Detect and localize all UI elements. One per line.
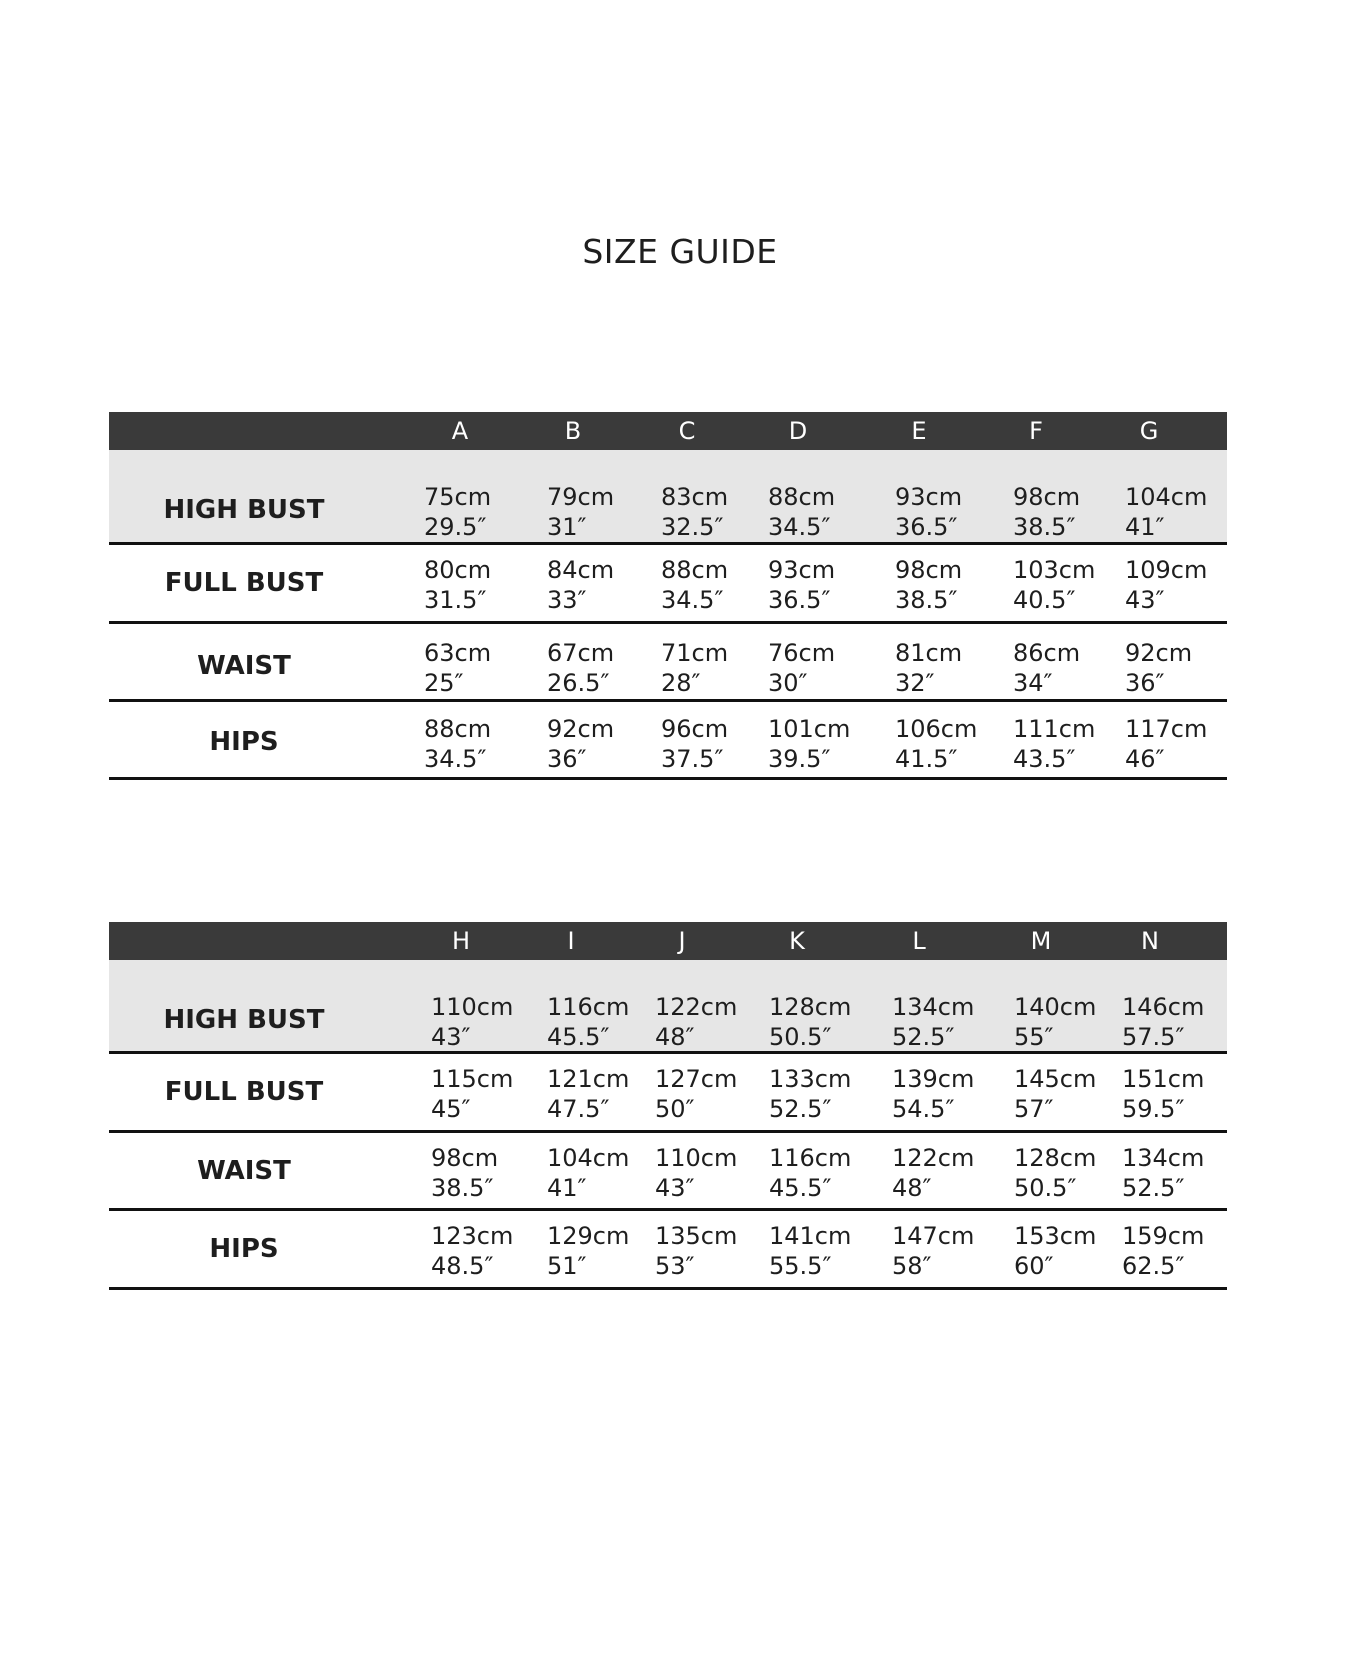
inch-value: 36.5″ (768, 586, 831, 614)
inch-value: 48″ (892, 1174, 932, 1202)
cm-value: 122cm (655, 993, 738, 1021)
cm-value: 101cm (768, 715, 851, 743)
cm-value: 128cm (769, 993, 852, 1021)
measurement-cell (547, 555, 614, 615)
measurement-cell (768, 638, 835, 698)
cm-value: 76cm (768, 639, 836, 667)
measurement-cell (424, 638, 491, 698)
measurement-cell (1125, 638, 1192, 698)
inch-value: 51″ (547, 1252, 587, 1280)
size-table-1 (109, 412, 1227, 780)
size-letter: D (788, 417, 808, 445)
cm-value: 86cm (1013, 639, 1081, 667)
inch-value: 48″ (655, 1023, 695, 1051)
inch-value: 33″ (547, 586, 587, 614)
measurement-cell (1013, 638, 1080, 698)
measurement-cell (768, 482, 835, 542)
measurement-cell (424, 555, 491, 615)
measurement-row-hips (109, 702, 1227, 780)
inch-value: 25″ (424, 669, 464, 697)
measurement-cell (1122, 992, 1204, 1052)
measurement-row-hips (109, 1211, 1227, 1290)
cm-value: 123cm (431, 1222, 514, 1250)
inch-value: 38.5″ (895, 586, 958, 614)
size-letter: K (789, 927, 805, 955)
measurement-cell (769, 992, 851, 1052)
inch-value: 43.5″ (1013, 745, 1076, 773)
measurement-cell (769, 1143, 851, 1203)
inch-value: 58″ (892, 1252, 932, 1280)
cm-value: 96cm (661, 715, 729, 743)
inch-value: 31.5″ (424, 586, 487, 614)
measurement-cell (661, 482, 728, 542)
cm-value: 98cm (1013, 483, 1081, 511)
cm-value: 84cm (547, 556, 615, 584)
inch-value: 41″ (547, 1174, 587, 1202)
cm-value: 71cm (661, 639, 729, 667)
cm-value: 121cm (547, 1065, 630, 1093)
cm-value: 134cm (892, 993, 975, 1021)
measurement-row-waist (109, 624, 1227, 702)
size-letter: A (451, 417, 469, 445)
cm-value: 75cm (424, 483, 492, 511)
measurement-cell (431, 1064, 513, 1124)
measurement-cell (892, 1064, 974, 1124)
cm-value: 106cm (895, 715, 978, 743)
measurement-cell (1014, 1064, 1096, 1124)
size-letter: B (564, 417, 582, 445)
measurement-cell (431, 992, 513, 1052)
measurement-cell (892, 1221, 974, 1281)
cm-value: 134cm (1122, 1144, 1205, 1172)
cm-value: 63cm (424, 639, 492, 667)
measurement-cell (547, 638, 614, 698)
measurement-cell (661, 638, 728, 698)
inch-value: 60″ (1014, 1252, 1054, 1280)
inch-value: 43″ (655, 1174, 695, 1202)
inch-value: 59.5″ (1122, 1095, 1185, 1123)
cm-value: 98cm (895, 556, 963, 584)
row-label: WAIST (197, 1156, 291, 1186)
cm-value: 147cm (892, 1222, 975, 1250)
inch-value: 54.5″ (892, 1095, 955, 1123)
inch-value: 53″ (655, 1252, 695, 1280)
measurement-cell (661, 555, 728, 615)
inch-value: 50″ (655, 1095, 695, 1123)
inch-value: 34.5″ (661, 586, 724, 614)
cm-value: 116cm (547, 993, 630, 1021)
row-label: WAIST (197, 651, 291, 681)
measurement-cell (547, 714, 614, 774)
measurement-cell (892, 1143, 974, 1203)
inch-value: 45″ (431, 1095, 471, 1123)
row-label: HIGH BUST (163, 1005, 325, 1035)
measurement-cell (1014, 1143, 1096, 1203)
measurement-cell (424, 714, 491, 774)
cm-value: 111cm (1013, 715, 1096, 743)
row-label: HIPS (209, 1234, 279, 1264)
inch-value: 26.5″ (547, 669, 610, 697)
cm-value: 88cm (661, 556, 729, 584)
row-label: FULL BUST (164, 1077, 324, 1107)
cm-value: 88cm (424, 715, 492, 743)
cm-value: 103cm (1013, 556, 1096, 584)
cm-value: 67cm (547, 639, 615, 667)
measurement-cell (1122, 1143, 1204, 1203)
cm-value: 146cm (1122, 993, 1205, 1021)
measurement-cell (431, 1221, 513, 1281)
inch-value: 48.5″ (431, 1252, 494, 1280)
measurement-cell (892, 992, 974, 1052)
cm-value: 129cm (547, 1222, 630, 1250)
inch-value: 28″ (661, 669, 701, 697)
cm-value: 110cm (655, 1144, 738, 1172)
inch-value: 52.5″ (1122, 1174, 1185, 1202)
cm-value: 79cm (547, 483, 615, 511)
size-letter: C (678, 417, 696, 445)
inch-value: 50.5″ (1014, 1174, 1077, 1202)
inch-value: 32″ (895, 669, 935, 697)
inch-value: 36.5″ (895, 513, 958, 541)
cm-value: 128cm (1014, 1144, 1097, 1172)
inch-value: 45.5″ (769, 1174, 832, 1202)
measurement-cell (1125, 714, 1207, 774)
size-letter: I (567, 927, 575, 955)
cm-value: 159cm (1122, 1222, 1205, 1250)
measurement-cell (547, 1064, 629, 1124)
inch-value: 55″ (1014, 1023, 1054, 1051)
measurement-row-high-bust (109, 960, 1227, 1054)
cm-value: 117cm (1125, 715, 1208, 743)
measurement-cell (768, 555, 835, 615)
row-label: HIGH BUST (163, 495, 325, 525)
measurement-row-full-bust (109, 545, 1227, 624)
cm-value: 98cm (431, 1144, 499, 1172)
inch-value: 31″ (547, 513, 587, 541)
cm-value: 140cm (1014, 993, 1097, 1021)
cm-value: 133cm (769, 1065, 852, 1093)
measurement-cell (895, 638, 962, 698)
measurement-cell (1122, 1221, 1204, 1281)
cm-value: 139cm (892, 1065, 975, 1093)
inch-value: 34.5″ (424, 745, 487, 773)
cm-value: 141cm (769, 1222, 852, 1250)
inch-value: 57.5″ (1122, 1023, 1185, 1051)
measurement-row-full-bust (109, 1054, 1227, 1133)
size-letter: H (451, 927, 471, 955)
measurement-cell (547, 1143, 629, 1203)
measurement-cell (1122, 1064, 1204, 1124)
inch-value: 34″ (1013, 669, 1053, 697)
inch-value: 43″ (431, 1023, 471, 1051)
measurement-cell (768, 714, 850, 774)
measurement-cell (655, 992, 737, 1052)
size-letter: J (678, 927, 686, 955)
inch-value: 55.5″ (769, 1252, 832, 1280)
size-header-row (109, 412, 1227, 450)
inch-value: 41.5″ (895, 745, 958, 773)
inch-value: 52.5″ (892, 1023, 955, 1051)
measurement-cell (431, 1143, 498, 1203)
cm-value: 93cm (895, 483, 963, 511)
cm-value: 81cm (895, 639, 963, 667)
row-label: FULL BUST (164, 568, 324, 598)
cm-value: 135cm (655, 1222, 738, 1250)
cm-value: 104cm (547, 1144, 630, 1172)
inch-value: 57″ (1014, 1095, 1054, 1123)
size-letter: G (1139, 417, 1159, 445)
size-letter: M (1030, 927, 1052, 955)
inch-value: 40.5″ (1013, 586, 1076, 614)
measurement-cell (1013, 555, 1095, 615)
cm-value: 116cm (769, 1144, 852, 1172)
inch-value: 37.5″ (661, 745, 724, 773)
cm-value: 151cm (1122, 1065, 1205, 1093)
measurement-row-waist (109, 1133, 1227, 1211)
cm-value: 109cm (1125, 556, 1208, 584)
measurement-row-high-bust (109, 450, 1227, 545)
measurement-cell (655, 1221, 737, 1281)
page-title: SIZE GUIDE (582, 232, 778, 271)
inch-value: 41″ (1125, 513, 1165, 541)
measurement-cell (547, 992, 629, 1052)
cm-value: 92cm (547, 715, 615, 743)
measurement-cell (547, 1221, 629, 1281)
inch-value: 34.5″ (768, 513, 831, 541)
measurement-cell (424, 482, 491, 542)
measurement-cell (1125, 555, 1207, 615)
inch-value: 36″ (1125, 669, 1165, 697)
cm-value: 127cm (655, 1065, 738, 1093)
inch-value: 38.5″ (1013, 513, 1076, 541)
size-letter: E (911, 417, 927, 445)
measurement-cell (895, 714, 977, 774)
inch-value: 43″ (1125, 586, 1165, 614)
measurement-cell (769, 1221, 851, 1281)
inch-value: 39.5″ (768, 745, 831, 773)
cm-value: 92cm (1125, 639, 1193, 667)
measurement-cell (895, 482, 962, 542)
measurement-cell (547, 482, 614, 542)
inch-value: 38.5″ (431, 1174, 494, 1202)
inch-value: 52.5″ (769, 1095, 832, 1123)
inch-value: 30″ (768, 669, 808, 697)
cm-value: 80cm (424, 556, 492, 584)
cm-value: 122cm (892, 1144, 975, 1172)
inch-value: 29.5″ (424, 513, 487, 541)
measurement-cell (1013, 482, 1080, 542)
measurement-cell (895, 555, 962, 615)
cm-value: 88cm (768, 483, 836, 511)
inch-value: 32.5″ (661, 513, 724, 541)
size-letter: L (912, 927, 926, 955)
measurement-cell (661, 714, 728, 774)
cm-value: 104cm (1125, 483, 1208, 511)
inch-value: 47.5″ (547, 1095, 610, 1123)
inch-value: 45.5″ (547, 1023, 610, 1051)
cm-value: 153cm (1014, 1222, 1097, 1250)
measurement-cell (655, 1143, 737, 1203)
cm-value: 93cm (768, 556, 836, 584)
measurement-cell (1013, 714, 1095, 774)
cm-value: 145cm (1014, 1065, 1097, 1093)
inch-value: 62.5″ (1122, 1252, 1185, 1280)
inch-value: 36″ (547, 745, 587, 773)
row-label: HIPS (209, 727, 279, 757)
measurement-cell (769, 1064, 851, 1124)
measurement-cell (1014, 1221, 1096, 1281)
size-letter: F (1029, 417, 1043, 445)
inch-value: 46″ (1125, 745, 1165, 773)
cm-value: 115cm (431, 1065, 514, 1093)
cm-value: 110cm (431, 993, 514, 1021)
size-header-row (109, 922, 1227, 960)
size-table-2 (109, 922, 1227, 1290)
measurement-cell (655, 1064, 737, 1124)
measurement-cell (1125, 482, 1207, 542)
measurement-cell (1014, 992, 1096, 1052)
size-letter: N (1141, 927, 1159, 955)
inch-value: 50.5″ (769, 1023, 832, 1051)
cm-value: 83cm (661, 483, 729, 511)
